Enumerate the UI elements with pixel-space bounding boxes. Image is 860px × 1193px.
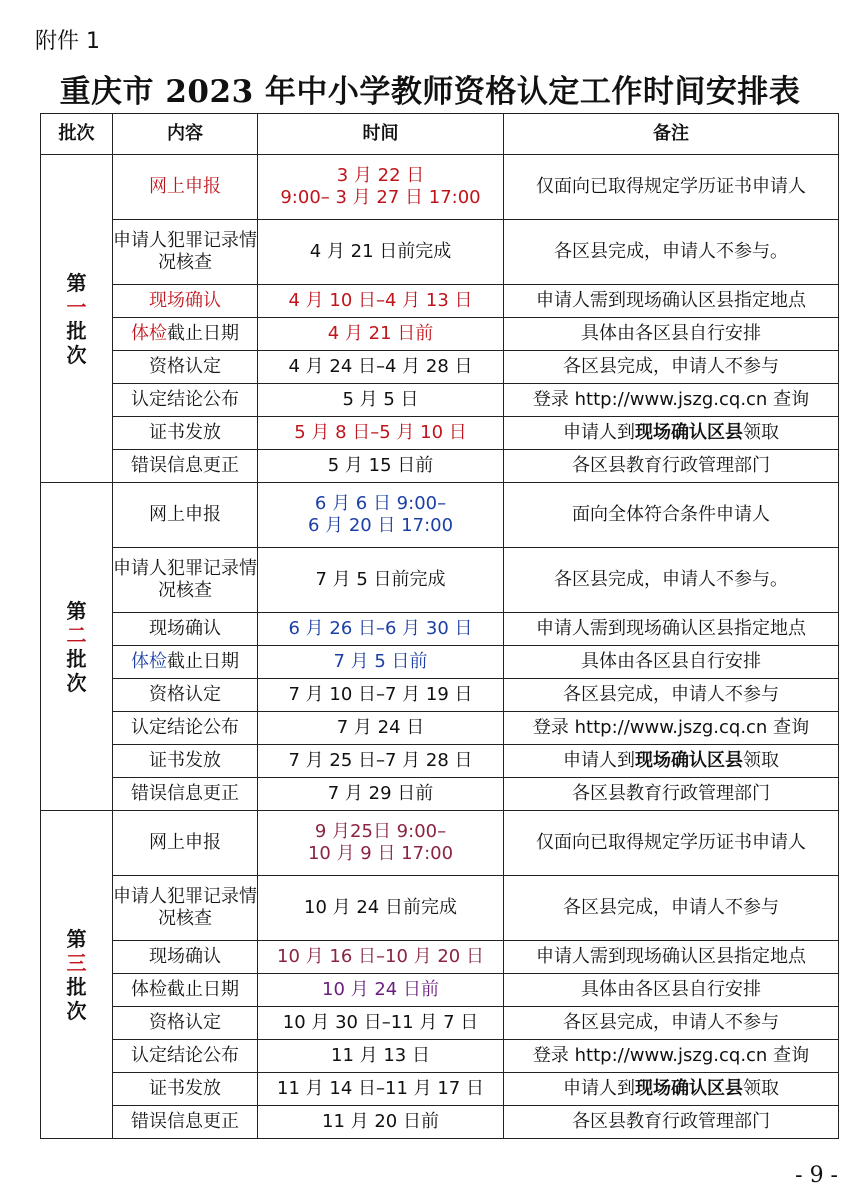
note-cell: 具体由各区县自行安排 bbox=[504, 646, 839, 679]
table-row bbox=[41, 778, 839, 811]
time-cell: 4 月 21 日前完成 bbox=[258, 220, 504, 285]
time-cell: 7 月 24 日 bbox=[258, 712, 504, 745]
table-row bbox=[41, 745, 839, 778]
note-cell: 登录 http://www.jszg.cq.cn 查询 bbox=[504, 712, 839, 745]
time-cell: 5 月 8 日–5 月 10 日 bbox=[258, 417, 504, 450]
content-cell: 申请人犯罪记录情况核查 bbox=[113, 548, 258, 613]
table-row bbox=[41, 1073, 839, 1106]
table-row bbox=[41, 679, 839, 712]
note-cell: 仅面向已取得规定学历证书申请人 bbox=[504, 155, 839, 220]
note-cell: 各区县完成，申请人不参与 bbox=[504, 679, 839, 712]
page-number: - 9 - bbox=[795, 1163, 838, 1188]
note-cell: 各区县完成，申请人不参与。 bbox=[504, 548, 839, 613]
content-cell: 体检截止日期 bbox=[113, 318, 258, 351]
note-cell: 各区县完成，申请人不参与 bbox=[504, 1007, 839, 1040]
note-cell: 各区县完成，申请人不参与。 bbox=[504, 220, 839, 285]
note-cell: 申请人需到现场确认区县指定地点 bbox=[504, 285, 839, 318]
header-note: 备注 bbox=[504, 114, 839, 155]
batch-2-label: 第 二 批 次 bbox=[41, 483, 113, 811]
time-cell: 6 月 6 日 9:00– 6 月 20 日 17:00 bbox=[258, 483, 504, 548]
table-row bbox=[41, 318, 839, 351]
content-cell: 认定结论公布 bbox=[113, 1040, 258, 1073]
time-cell: 9 月25日 9:00– 10 月 9 日 17:00 bbox=[258, 811, 504, 876]
time-cell: 11 月 14 日–11 月 17 日 bbox=[258, 1073, 504, 1106]
table-row bbox=[41, 1007, 839, 1040]
note-cell: 登录 http://www.jszg.cq.cn 查询 bbox=[504, 384, 839, 417]
time-cell: 10 月 16 日–10 月 20 日 bbox=[258, 941, 504, 974]
note-cell: 申请人需到现场确认区县指定地点 bbox=[504, 613, 839, 646]
content-cell: 申请人犯罪记录情况核查 bbox=[113, 220, 258, 285]
header-batch: 批次 bbox=[41, 114, 113, 155]
note-cell: 各区县教育行政管理部门 bbox=[504, 1106, 839, 1139]
schedule-table bbox=[40, 113, 839, 1139]
table-row bbox=[41, 974, 839, 1007]
time-cell: 4 月 10 日–4 月 13 日 bbox=[258, 285, 504, 318]
table-row bbox=[41, 1040, 839, 1073]
header-time: 时间 bbox=[258, 114, 504, 155]
time-cell: 4 月 24 日–4 月 28 日 bbox=[258, 351, 504, 384]
table-row bbox=[41, 941, 839, 974]
content-cell: 体检截止日期 bbox=[113, 974, 258, 1007]
content-cell: 证书发放 bbox=[113, 745, 258, 778]
content-cell: 错误信息更正 bbox=[113, 1106, 258, 1139]
table-row bbox=[41, 712, 839, 745]
table-row bbox=[41, 548, 839, 613]
header-content: 内容 bbox=[113, 114, 258, 155]
note-cell: 具体由各区县自行安排 bbox=[504, 318, 839, 351]
note-cell: 申请人到现场确认区县领取 bbox=[504, 1073, 839, 1106]
time-cell: 7 月 5 日前 bbox=[258, 646, 504, 679]
note-cell: 各区县完成，申请人不参与 bbox=[504, 876, 839, 941]
batch-3-label: 第 三 批 次 bbox=[41, 811, 113, 1139]
time-cell: 7 月 10 日–7 月 19 日 bbox=[258, 679, 504, 712]
time-cell: 7 月 29 日前 bbox=[258, 778, 504, 811]
attachment-label: 附件 1 bbox=[35, 29, 100, 54]
table-row bbox=[41, 450, 839, 483]
time-cell: 5 月 15 日前 bbox=[258, 450, 504, 483]
time-cell: 10 月 24 日前完成 bbox=[258, 876, 504, 941]
time-cell: 4 月 21 日前 bbox=[258, 318, 504, 351]
content-cell: 网上申报 bbox=[113, 155, 258, 220]
table-row bbox=[41, 483, 839, 548]
note-cell: 面向全体符合条件申请人 bbox=[504, 483, 839, 548]
content-cell: 资格认定 bbox=[113, 351, 258, 384]
time-cell: 5 月 5 日 bbox=[258, 384, 504, 417]
content-cell: 现场确认 bbox=[113, 941, 258, 974]
content-cell: 网上申报 bbox=[113, 811, 258, 876]
note-cell: 具体由各区县自行安排 bbox=[504, 974, 839, 1007]
note-cell: 各区县教育行政管理部门 bbox=[504, 450, 839, 483]
content-cell: 证书发放 bbox=[113, 417, 258, 450]
content-cell: 网上申报 bbox=[113, 483, 258, 548]
content-cell: 错误信息更正 bbox=[113, 778, 258, 811]
note-cell: 申请人到现场确认区县领取 bbox=[504, 417, 839, 450]
table-row bbox=[41, 876, 839, 941]
content-cell: 认定结论公布 bbox=[113, 712, 258, 745]
table-header-row bbox=[41, 114, 839, 155]
time-cell: 7 月 25 日–7 月 28 日 bbox=[258, 745, 504, 778]
content-cell: 证书发放 bbox=[113, 1073, 258, 1106]
note-cell: 各区县完成，申请人不参与 bbox=[504, 351, 839, 384]
content-cell: 现场确认 bbox=[113, 613, 258, 646]
content-cell: 错误信息更正 bbox=[113, 450, 258, 483]
table-row bbox=[41, 811, 839, 876]
note-cell: 登录 http://www.jszg.cq.cn 查询 bbox=[504, 1040, 839, 1073]
table-row bbox=[41, 417, 839, 450]
time-cell: 10 月 24 日前 bbox=[258, 974, 504, 1007]
time-cell: 6 月 26 日–6 月 30 日 bbox=[258, 613, 504, 646]
table-row bbox=[41, 351, 839, 384]
table-row bbox=[41, 285, 839, 318]
note-cell: 申请人到现场确认区县领取 bbox=[504, 745, 839, 778]
table-row bbox=[41, 384, 839, 417]
batch-1-label: 第 一 批 次 bbox=[41, 155, 113, 483]
table-row bbox=[41, 220, 839, 285]
time-cell: 10 月 30 日–11 月 7 日 bbox=[258, 1007, 504, 1040]
note-cell: 申请人需到现场确认区县指定地点 bbox=[504, 941, 839, 974]
page-title: 重庆市 2023 年中小学教师资格认定工作时间安排表 bbox=[59, 74, 801, 110]
table-row bbox=[41, 1106, 839, 1139]
note-cell: 仅面向已取得规定学历证书申请人 bbox=[504, 811, 839, 876]
table-row bbox=[41, 646, 839, 679]
content-cell: 认定结论公布 bbox=[113, 384, 258, 417]
content-cell: 资格认定 bbox=[113, 679, 258, 712]
time-cell: 3 月 22 日 9:00– 3 月 27 日 17:00 bbox=[258, 155, 504, 220]
table-row bbox=[41, 155, 839, 220]
content-cell: 现场确认 bbox=[113, 285, 258, 318]
time-cell: 7 月 5 日前完成 bbox=[258, 548, 504, 613]
content-cell: 体检截止日期 bbox=[113, 646, 258, 679]
time-cell: 11 月 13 日 bbox=[258, 1040, 504, 1073]
note-cell: 各区县教育行政管理部门 bbox=[504, 778, 839, 811]
table-row bbox=[41, 613, 839, 646]
content-cell: 申请人犯罪记录情况核查 bbox=[113, 876, 258, 941]
content-cell: 资格认定 bbox=[113, 1007, 258, 1040]
time-cell: 11 月 20 日前 bbox=[258, 1106, 504, 1139]
